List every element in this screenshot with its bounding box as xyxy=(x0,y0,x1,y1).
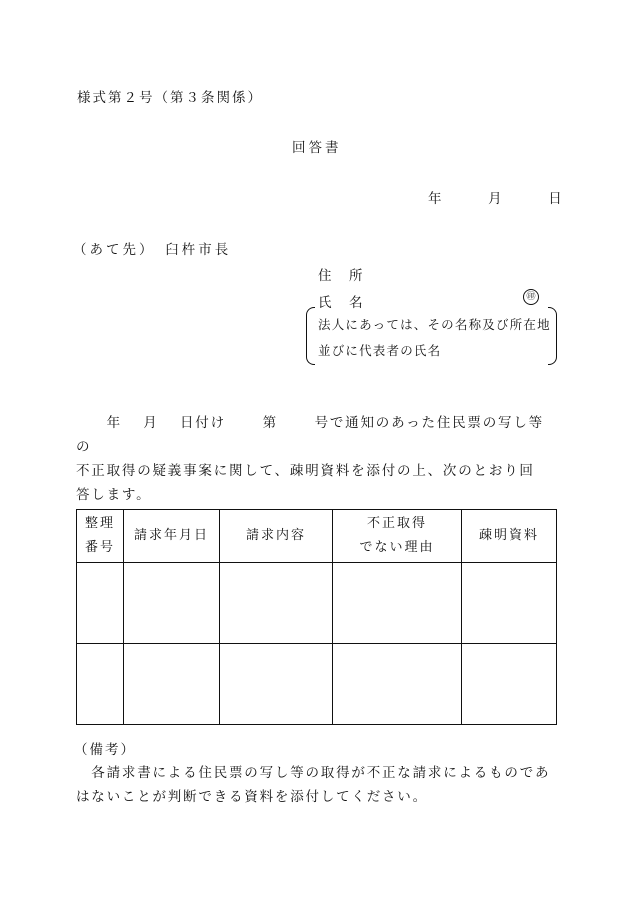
document-title: 回答書 xyxy=(292,140,342,156)
address-label: 住 所 xyxy=(318,268,365,284)
header-reference-number xyxy=(77,510,124,563)
header-line: 番号 xyxy=(84,540,115,555)
corporate-note-line1: 法人にあっては、その名称及び所在地 xyxy=(318,317,551,332)
date-year: 年 xyxy=(428,191,442,207)
form-number: 様式第２号（第３条関係） xyxy=(77,90,263,106)
name-label: 氏 名 xyxy=(318,295,365,311)
remarks-line1: 各請求書による住民票の写し等の取得が不正な請求によるものであ xyxy=(76,765,551,781)
remarks-heading: （備考） xyxy=(74,742,136,758)
addressee: （あて先） 臼杵市長 xyxy=(73,242,232,258)
table-cell[interactable] xyxy=(333,563,462,644)
date-line xyxy=(428,187,562,207)
table-header-row xyxy=(77,510,557,563)
table-row xyxy=(77,563,557,644)
header-supporting-docs xyxy=(462,510,557,563)
header-request-date xyxy=(124,510,220,563)
body-line1: 年 月 日付け 第 号で通知のあった住民票の写し等の xyxy=(76,415,544,455)
header-line: 請求年月日 xyxy=(133,528,209,543)
note-bracket-left xyxy=(306,307,315,365)
header-line: 不正取得 xyxy=(366,516,427,531)
seal-mark-icon: ㊞ xyxy=(523,289,539,305)
table-cell[interactable] xyxy=(462,563,557,644)
header-line: 疎明資料 xyxy=(478,528,539,543)
date-day: 日 xyxy=(548,191,562,207)
date-month: 月 xyxy=(488,191,502,207)
header-line: 請求内容 xyxy=(245,528,306,543)
remarks-text xyxy=(76,761,556,809)
reply-table xyxy=(76,509,557,725)
corporate-note-line2: 並びに代表者の氏名 xyxy=(318,343,442,358)
table-cell[interactable] xyxy=(462,644,557,725)
header-line: 整理 xyxy=(84,516,115,531)
body-line2: 不正取得の疑義事案に関して、疎明資料を添付の上、次のとおり回 xyxy=(76,463,535,479)
table-cell[interactable] xyxy=(220,563,333,644)
body-paragraph xyxy=(76,411,556,507)
table-row xyxy=(77,644,557,725)
table-cell[interactable] xyxy=(77,563,124,644)
header-request-content xyxy=(220,510,333,563)
table-cell[interactable] xyxy=(220,644,333,725)
body-line3: 答します。 xyxy=(76,487,152,503)
header-reason xyxy=(333,510,462,563)
table-cell[interactable] xyxy=(124,644,220,725)
remarks-line2: はないことが判断できる資料を添付してください。 xyxy=(76,789,428,805)
table-cell[interactable] xyxy=(333,644,462,725)
table-cell[interactable] xyxy=(77,644,124,725)
table-cell[interactable] xyxy=(124,563,220,644)
header-line: でない理由 xyxy=(359,540,435,555)
